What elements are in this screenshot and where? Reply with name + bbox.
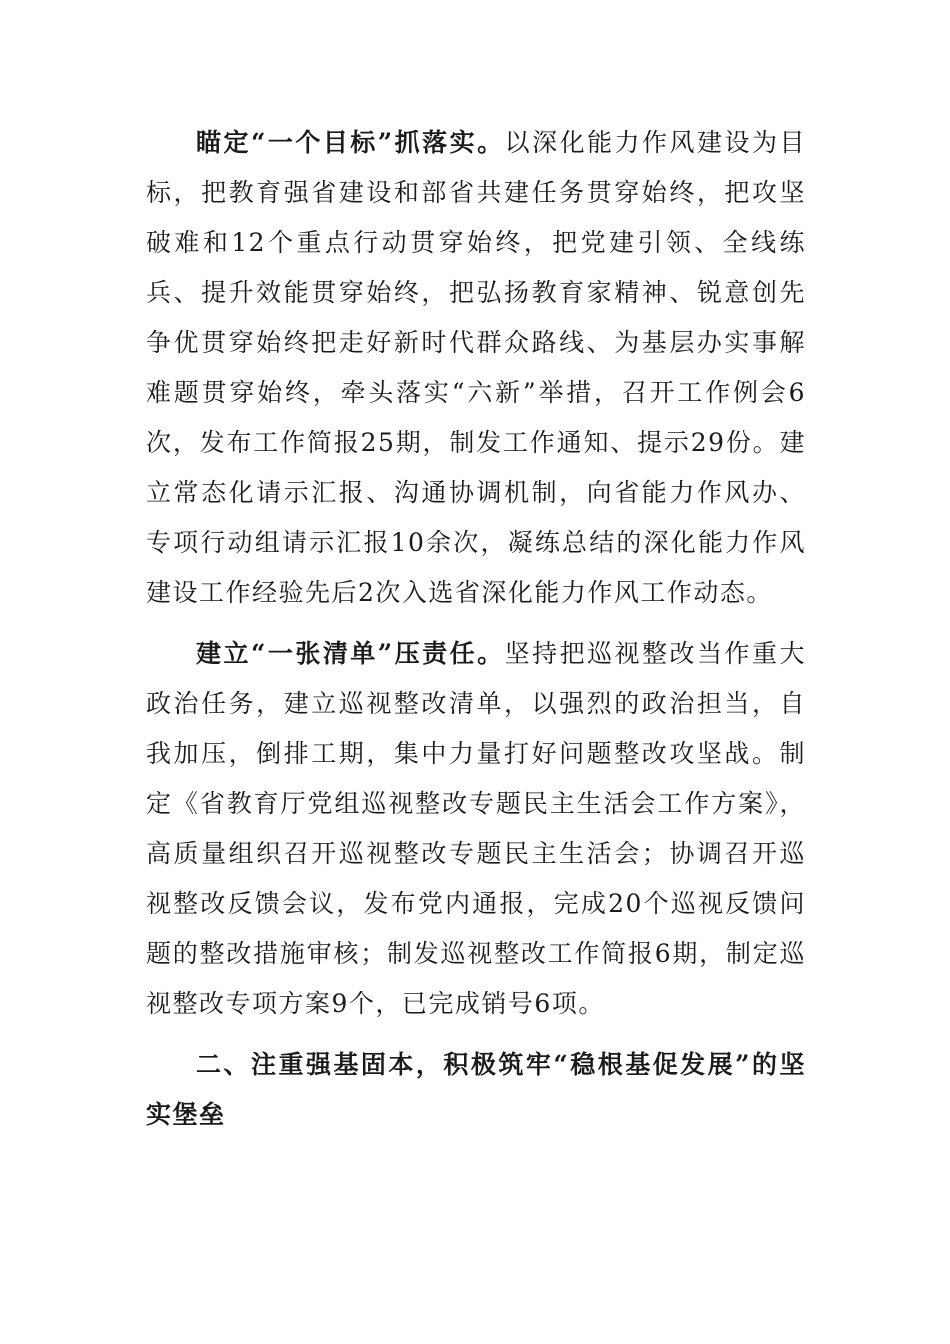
paragraph-checklist: [146, 629, 806, 1029]
section-heading: 二、注重强基固本，积极筑牢“稳根基促发展”的坚实堡垒: [146, 1050, 806, 1129]
paragraph-lead: 建立“一张清单”压责任。: [196, 639, 505, 668]
document-body: [146, 118, 806, 1140]
paragraph-text: 以深化能力作风建设为目标，把教育强省建设和部省共建任务贯穿始终，把攻坚破难和12个重点行动贯穿始终，把党建引领、全线练兵、提升效能贯穿始终，把弘扬教育家精神、锐意创先争优贯穿始终把走好新时代群众路线、为基层办实事解难题贯穿始终，牵头落实“六新”举措，召开工作例会6次，发布工作简报25期，制发工作通知、提示29份。建立常态化请示汇报、沟通协调机制，向省能力作风办、专项行动组请示汇报10余次，凝练总结的深化能力作风建设工作经验先后2次入选省深化能力作风工作动态。: [146, 128, 806, 607]
paragraph-text: 坚持把巡视整改当作重大政治任务，建立巡视整改清单，以强烈的政治担当，自我加压，倒排工期，集中力量打好问题整改攻坚战。制定《省教育厅党组巡视整改专题民主生活会工作方案》，高质量组织召开巡视整改专题民主生活会；协调召开巡视整改反馈会议，发布党内通报，完成20个巡视反馈问题的整改措施审核；制发巡视整改工作简报6期，制定巡视整改专项方案9个，已完成销号6项。: [146, 639, 806, 1018]
paragraph-target: [146, 118, 806, 618]
paragraph-lead: 瞄定“一个目标”抓落实。: [196, 128, 505, 157]
